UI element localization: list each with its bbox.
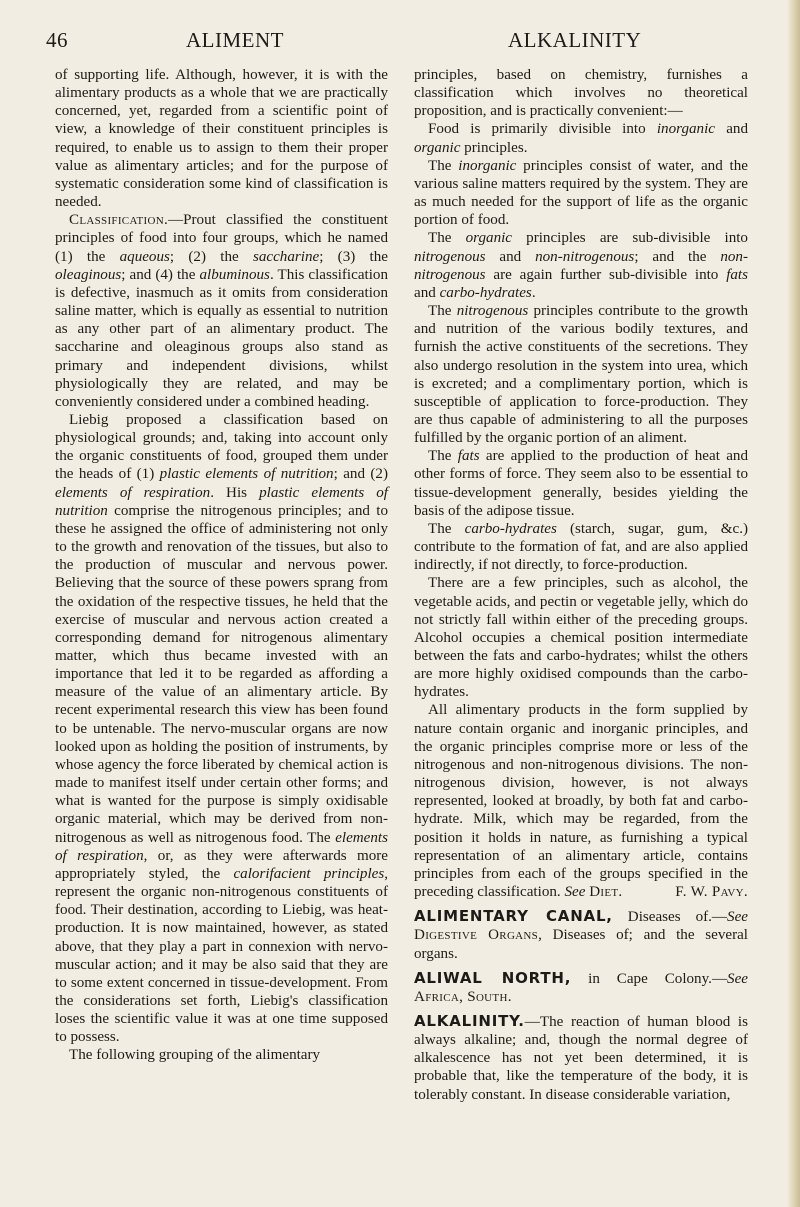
cross-reference-link[interactable]: Digestive Organs	[414, 927, 539, 944]
paragraph-alcohol: There are a few principles, such as alcohol, the vegetable acids, and pectin or vegetable jelly, which do not strictly fall within either of the preceding groups. Alcohol occupies a chemical position intermediate between the fats and carbo-hydrates; whilst the others are more highly oxidised compounds than the carbo-hydrates.	[414, 575, 748, 701]
left-running-head: ALIMENT	[186, 28, 284, 52]
section-head-classification: Classification.	[69, 212, 169, 229]
paragraph-food-divisible: Food is primarily divisible into inorganic and organic principles.	[414, 121, 748, 156]
right-running-head: ALKALINITY	[508, 28, 642, 52]
right-column	[414, 66, 748, 1104]
cross-reference-link[interactable]: Africa, South	[414, 988, 508, 1005]
diet-cross-reference[interactable]: Diet	[589, 884, 619, 901]
paragraph-nitrogenous: The nitrogenous principles contribute to the growth and nutrition of the various bodily textures, and furnish the active constituents of the secretions. They also undergo resolution in the system into urea, which is excreted; and a complimentary portion, which is susceptible of application to force-production. They are thus capable of administering to all the purposes fulfilled by the organic portion of an aliment.	[414, 303, 748, 447]
paragraph-carbo-hydrates: The carbo-hydrates (starch, sugar, gum, &c.) contribute to the formation of fat, and are also applied indirectly, if not directly, to force-production.	[414, 520, 748, 574]
running-header	[0, 28, 800, 58]
paragraph-fats: The fats are applied to the production of heat and other forms of force. They seem also to be essential to tissue-development generally, besides yielding the basis of the adipose tissue.	[414, 448, 748, 519]
author-signature: F. W. Pavy.	[675, 884, 748, 901]
paragraph-all-alimentary: All alimentary products in the form supplied by nature contain organic and inorganic principles, and the organic principles comprise more or less of the nitrogenous and non-nitrogenous divisions. The non-nitrogenous division, however, is not always represented, looked at broadly, by both fat and carbo-hydrate. Milk, which may be regarded, from the position it holds in nature, as furnishing a typical representation of an alimentary article, contains principles from each of the groups specified in the preceding classification. See Diet. F. W. Pavy.	[414, 702, 748, 901]
paragraph-following: The following grouping of the alimentary	[69, 1047, 321, 1064]
paragraph-inorganic: The inorganic principles consist of water, and the various saline matters required by the system. They are as much needed for the support of life as the organic portion of food.	[414, 157, 748, 229]
entry-aliwal-north: ALIWAL NORTH, in Cape Colony.—See Africa, South.	[414, 968, 748, 1005]
entry-headword: ALIWAL NORTH,	[414, 968, 572, 987]
paragraph-1: of supporting life. Although, however, it is with the alimentary products as a whole that we are practically concerned, yet, regarded from a scientific point of view, a knowledge of their constituent principles is required, to enable us to assign to them their proper value as alimentary articles; and for the purpose of systematic consideration some kind of classification is needed.	[55, 67, 388, 211]
paragraph-organic: The organic principles are sub-divisible into nitrogenous and non-nitrogenous; and the non-nitrogenous are again further sub-divisible into fats and carbo-hydrates.	[414, 230, 748, 301]
page-edge	[788, 0, 800, 1207]
paragraph-principles: principles, based on chemistry, furnishes a classification which involves no theoretical proposition, and is practically convenient:—	[414, 67, 748, 120]
page-number: 46	[46, 28, 68, 52]
entry-headword: ALIMENTARY CANAL,	[414, 907, 613, 926]
left-column	[55, 66, 388, 1065]
paragraph-classification: Classification.—Prout classified the constituent principles of food into four groups, which he named (1) the aqueous; (2) the saccharine; (3) the oleaginous; and (4) the albuminous. This classification is defective, inasmuch as it omits from consideration saline matter, which is equally as essential to nutrition as any other part of an alimentary product. The saccharine and oleaginous groups also stand as primary and independent divisions, whilst physiologically they are related, and may be conveniently considered under a combined heading.	[55, 212, 389, 410]
paragraph-liebig: Liebig proposed a classification based on physiological grounds; and, taking into account only the organic constituents of food, grouped them under the heads of (1) plastic elements of nutrition; and (2) elements of respiration. His plastic elements of nutrition comprise the nitrogenous principles; and to these he assigned the office of administering not only to the growth and renovation of the tissues, but also to the production of muscular and nervous power. Believing that the source of these powers sprang from the oxidation of the respective tissues, he held that the exercise of muscular and nervous action created a corresponding demand for nitrogenous alimentary matter, which thus became invested with an importance that led it to be regarded as affording a measure of the value of an alimentary article. By recent experimental research this view has been found to be untenable. The nervo-muscular organs are now looked upon as holding the position of instruments, by whose agency the force liberated by chemical action is made to manifest itself under certain other forms; and what is wanted for the purpose is simply oxidisable organic material, which may be derived from non-nitrogenous as well as nitrogenous food. The elements of respiration, or, as they were afterwards more appropriately styled, the calorifacient principles, represent the organic non-nitrogenous constituents of food. Their destination, according to Liebig, was heat-production. It is now maintained, however, as stated above, that they play a part in connexion with nervo-muscular action; and it may be also said that they are to some extent concerned in tissue-development. From the considerations set forth, Liebig's classification loses the scientific value it was at one time supposed to possess.	[55, 411, 389, 1046]
entry-alimentary-canal: ALIMENTARY CANAL, Diseases of.—See Digestive Organs, Diseases of; and the several organs.	[414, 907, 748, 962]
entry-headword: ALKALINITY.	[414, 1011, 525, 1030]
see-reference: See	[564, 884, 586, 901]
entry-alkalinity: ALKALINITY.—The reaction of human blood is always alkaline; and, though the normal degree of alkalescence has not yet been determined, it is probable that, like the temperature of the body, it is tolerably constant. In disease considerable variation,	[414, 1011, 748, 1103]
